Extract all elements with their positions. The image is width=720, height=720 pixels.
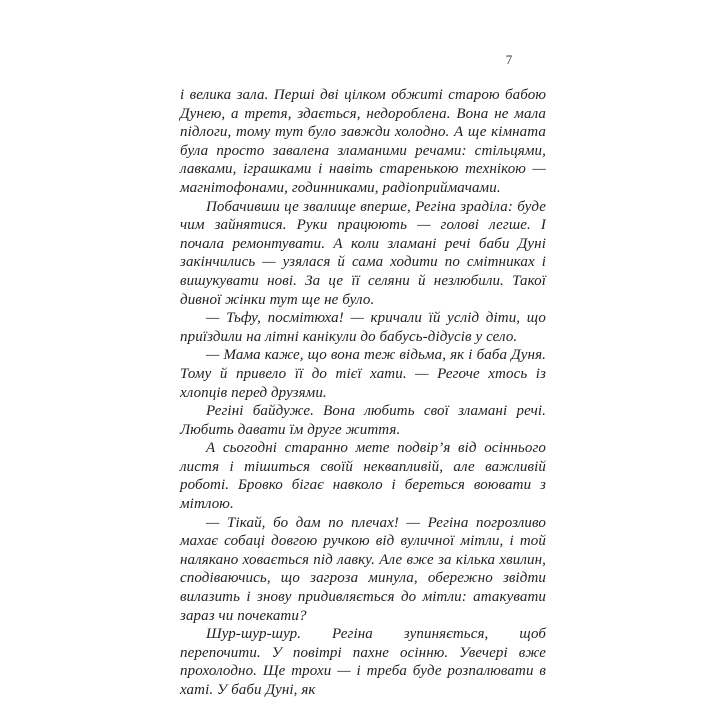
- paragraph: — Тьфу, посмітюха! — кричали їй услід діти, що приїздили на літні канікули до бабусь-дідусів у село.: [180, 310, 546, 345]
- paragraph: — Мама каже, що вона теж відьма, як і баба Дуня. Тому й привело її до тієї хати. — Регоче хтось із хлопців перед друзями.: [180, 347, 546, 401]
- paragraph: А сьогодні старанно мете подвір’я від осіннього листя і тішиться своїй неквапливій, але важливій роботі. Бровко бігає навколо і береться воювати з мітлою.: [180, 440, 546, 513]
- paragraph: — Тікай, бо дам по плечах! — Регіна погрозливо махає собаці довгою ручкою від вуличної мітли, і той налякано ховається під лавку. Але вже за кілька хвилин, сподіваючись, що загроза минула, обережно звідти вилазить і знову придивляється до мітли: атакувати зараз чи почекати?: [180, 514, 546, 624]
- paragraph: і велика зала. Перші дві цілком обжиті старою бабою Дунею, а третя, здається, недороблена. Вона не мала підлоги, тому тут було завжди холодно. А ще кімната була просто завалена зламаними речами: стільцями, лавками, іграшками і навіть старенькою технікою — магнітофонами, годинниками, радіоприймачами.: [180, 87, 546, 196]
- paragraph: Регіні байдуже. Вона любить свої зламані речі. Любить давати їм друге життя.: [180, 403, 546, 438]
- page-text: [180, 86, 546, 700]
- paragraph: Побачивши це звалище вперше, Регіна зраділа: буде чим зайнятися. Руки працюють — голові легше. І почала ремонтувати. А коли зламані речі баби Дуні закінчились — узялася й сама ходити по смітниках і вишукувати нові. За це її селяни й незлюбили. Такої дивної жінки тут ще не було.: [180, 198, 546, 308]
- page-number: 7: [505, 52, 513, 67]
- paragraph: Шур-шур-шур. Регіна зупиняється, щоб перепочити. У повітрі пахне осінню. Увечері вже прохолодно. Ще трохи — і треба буде розпалювати в хаті. У баби Дуні, як: [180, 626, 546, 698]
